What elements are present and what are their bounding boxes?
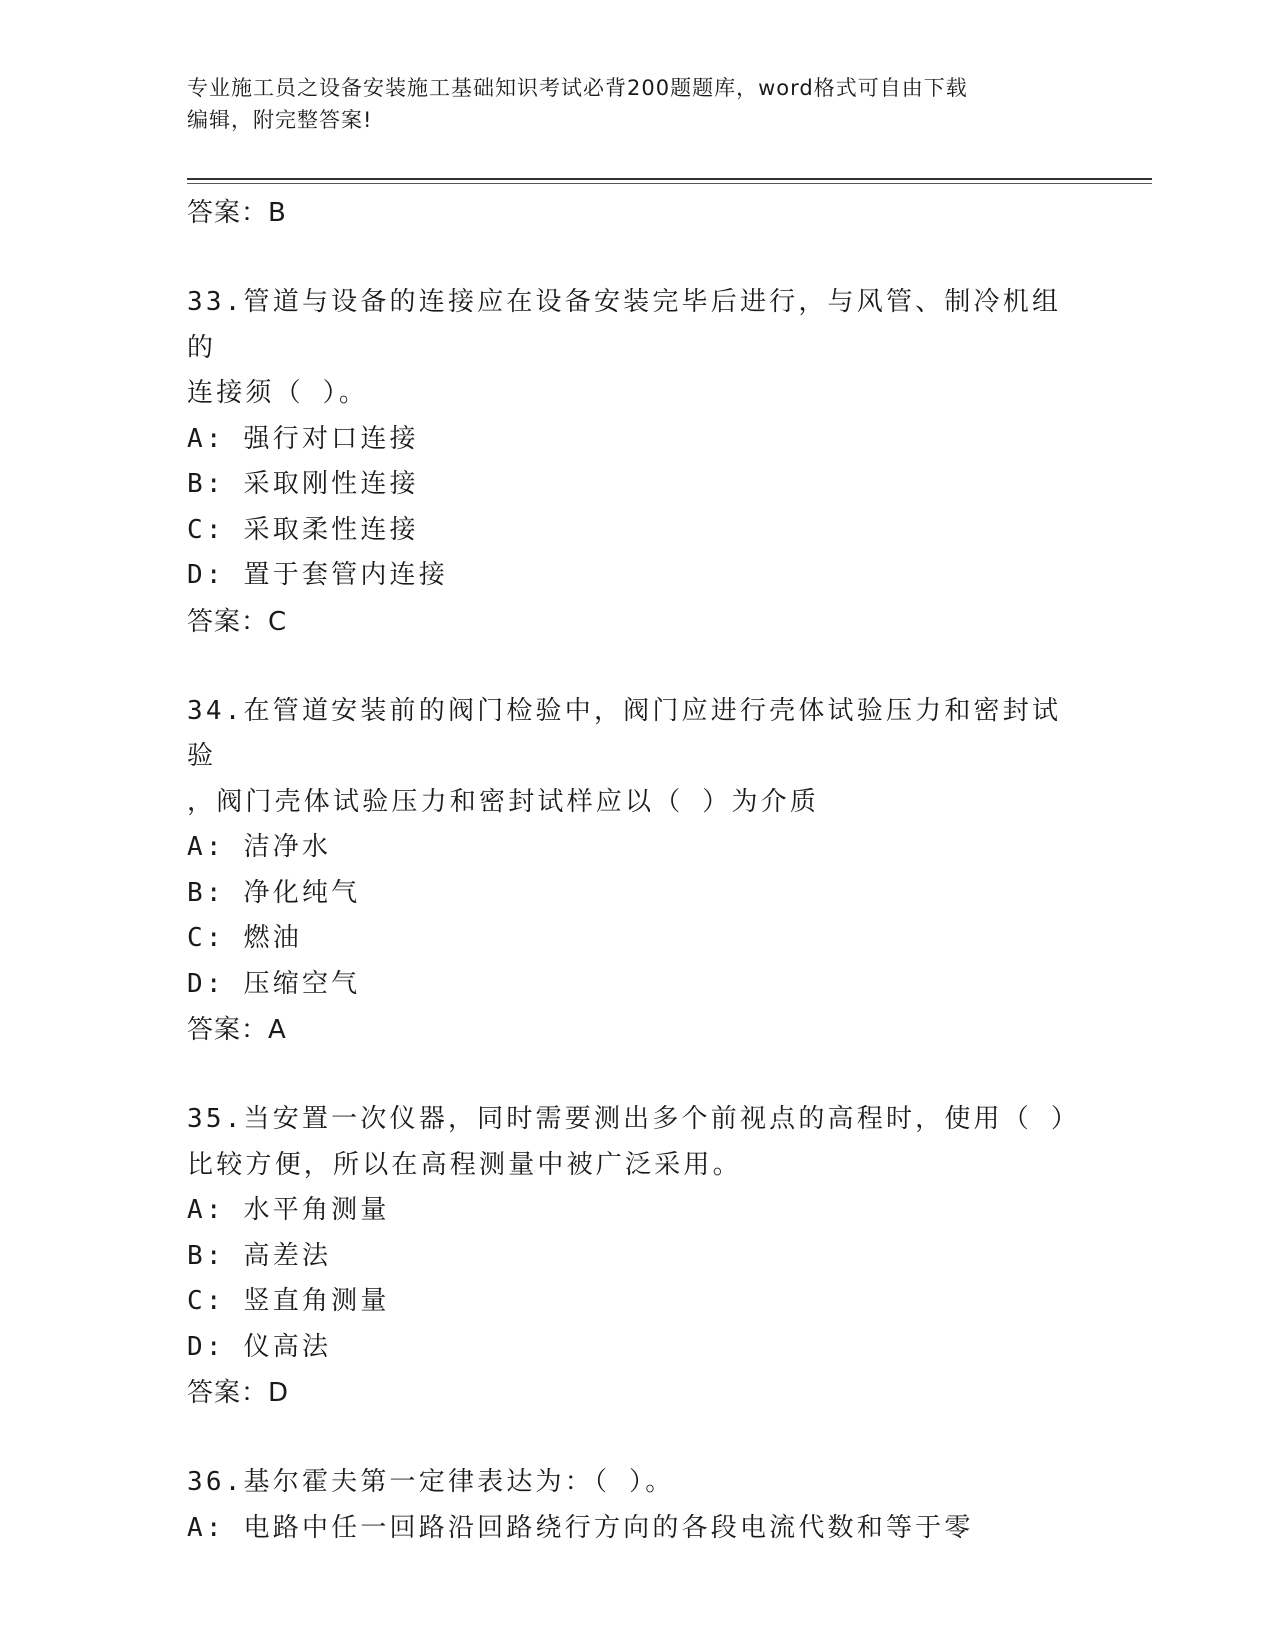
question-34: [187, 689, 1087, 1054]
stem-line-1: 36.基尔霍夫第一定律表达为：（ ）。: [187, 1467, 675, 1497]
option-a: A: 电路中任一回路沿回路绕行方向的各段电流代数和等于零: [187, 1512, 974, 1543]
option-c: C: 采取柔性连接: [187, 514, 419, 545]
stem-line-2: ，阀门壳体试验压力和密封试样应以（ ）为介质: [187, 786, 820, 817]
header-line-1: 专业施工员之设备安装施工基础知识考试必背200题题库，word格式可自由下载: [187, 76, 968, 100]
header-divider-thick: [187, 178, 1152, 180]
question-stem: [187, 689, 1087, 826]
stem-line-2: 比较方便，所以在高程测量中被广泛采用。: [187, 1149, 742, 1180]
answer: 答案：C: [187, 606, 288, 637]
question-stem: [187, 1097, 1087, 1188]
option-d: D: 压缩空气: [187, 968, 361, 999]
option-d: D: 置于套管内连接: [187, 560, 448, 590]
stem-line-2: 连接须（ ）。: [187, 378, 369, 408]
option-d: D: 仪高法: [187, 1331, 332, 1362]
answer-previous: 答案：B: [187, 198, 287, 228]
option-b: B: 高差法: [187, 1240, 332, 1271]
option-a: A: 水平角测量: [187, 1195, 390, 1225]
header-divider-thin: [187, 183, 1152, 184]
question-33: [187, 280, 1087, 645]
stem-line-1: 35.当安置一次仪器，同时需要测出多个前视点的高程时，使用（ ）: [187, 1104, 1081, 1134]
page-header: [187, 72, 1087, 136]
answer: 答案：D: [187, 1378, 290, 1408]
option-a: A: 强行对口连接: [187, 423, 419, 454]
option-c: C: 燃油: [187, 923, 302, 953]
option-b: B: 净化纯气: [187, 877, 361, 908]
question-35: [187, 1097, 1087, 1416]
option-a: A: 洁净水: [187, 832, 332, 862]
stem-line-1: 33.管道与设备的连接应在设备安装完毕后进行，与风管、制冷机组的: [187, 287, 1062, 363]
question-stem: [187, 1460, 1087, 1506]
question-stem: [187, 280, 1087, 417]
question-36: [187, 1460, 1087, 1551]
stem-line-1: 34.在管道安装前的阀门检验中，阀门应进行壳体试验压力和密封试验: [187, 695, 1062, 771]
answer: 答案：A: [187, 1015, 287, 1045]
option-b: B: 采取刚性连接: [187, 469, 419, 499]
option-c: C: 竖直角测量: [187, 1286, 390, 1316]
question-list: [187, 190, 1087, 1551]
header-line-2: 编辑，附完整答案!: [187, 108, 373, 132]
